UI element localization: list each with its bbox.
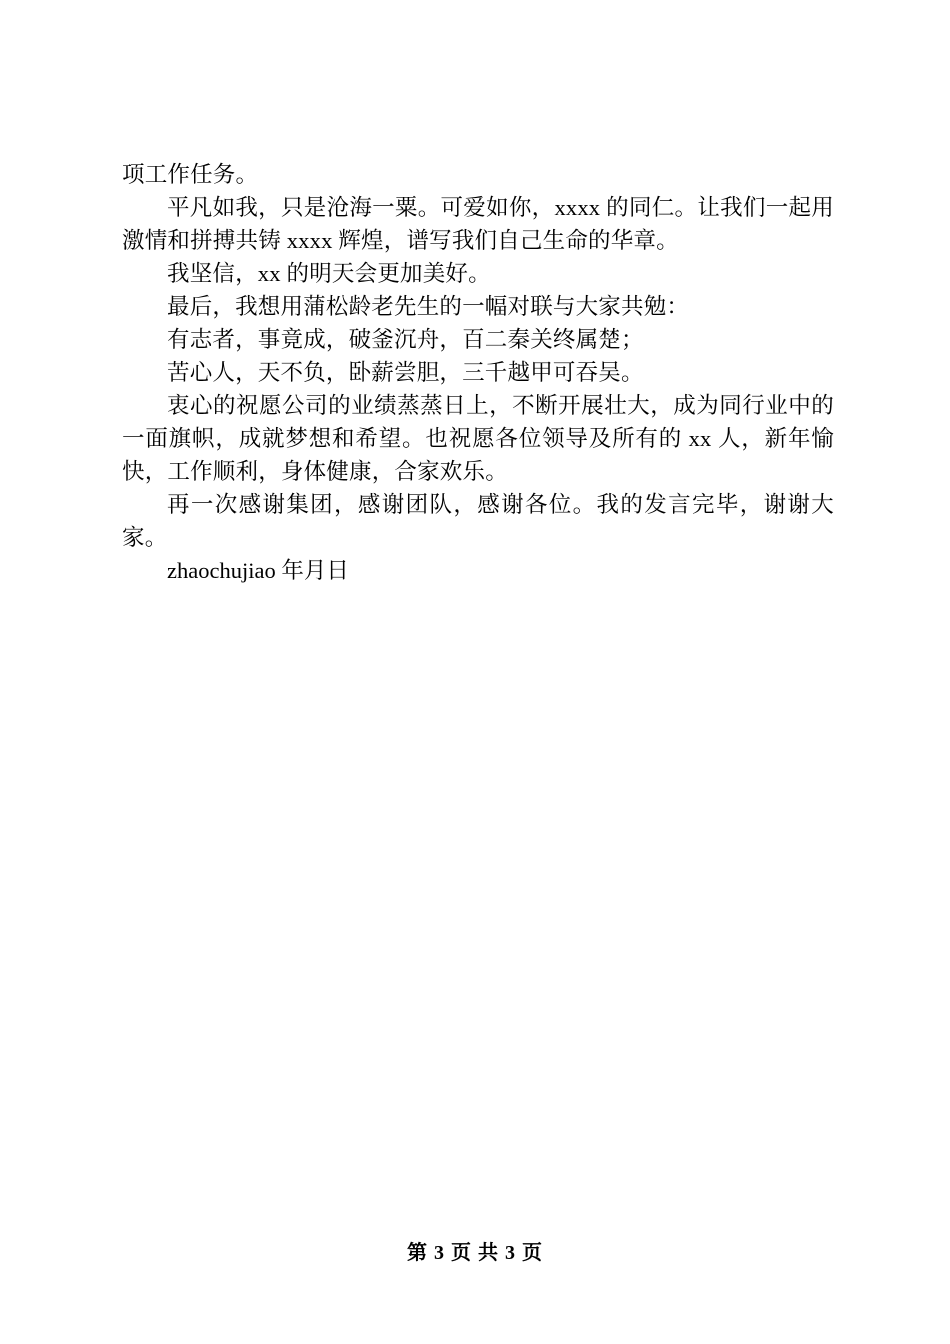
paragraph-2: 平凡如我，只是沧海一粟。可爱如你，xxxx 的同仁。让我们一起用激情和拼搏共铸 xxxx 辉煌，谱写我们自己生命的华章。 xyxy=(122,195,834,253)
paragraph-1: 项工作任务。 xyxy=(122,162,259,187)
signature-line: zhaochujiao 年月日 xyxy=(167,558,349,583)
paragraph-7: 衷心的祝愿公司的业绩蒸蒸日上，不断开展壮大，成为同行业中的一面旗帜，成就梦想和希望。也祝愿各位领导及所有的 xx 人，新年愉快，工作顺利，身体健康，合家欢乐。 xyxy=(122,393,834,484)
paragraph-6: 苦心人，天不负，卧薪尝胆，三千越甲可吞吴。 xyxy=(167,360,644,385)
paragraph-3: 我坚信，xx 的明天会更加美好。 xyxy=(167,261,491,286)
document-body xyxy=(122,158,834,587)
paragraph-4: 最后，我想用蒲松龄老先生的一幅对联与大家共勉： xyxy=(167,294,690,319)
paragraph-5: 有志者，事竟成，破釜沉舟，百二秦关终属楚； xyxy=(167,327,644,352)
page-footer: 第 3 页 共 3 页 xyxy=(407,1242,543,1264)
paragraph-8: 再一次感谢集团，感谢团队，感谢各位。我的发言完毕，谢谢大家。 xyxy=(122,492,834,550)
